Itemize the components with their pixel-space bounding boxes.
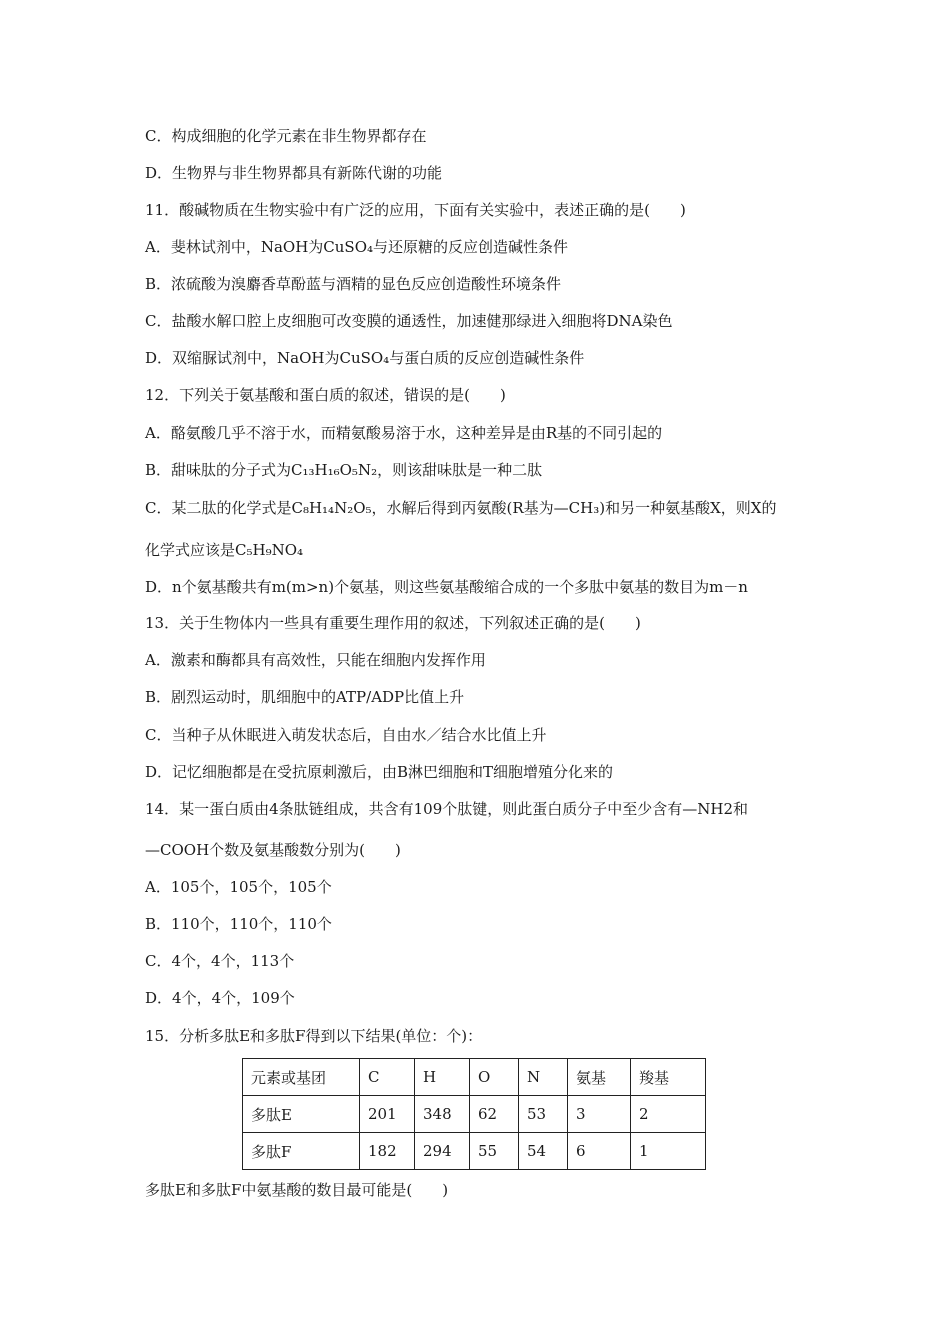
- question-14-stem-line2: —COOH个数及氨基酸数分别为( ): [145, 841, 401, 859]
- question-13-stem: 13．关于生物体内一些具有重要生理作用的叙述，下列叙述正确的是( ): [145, 614, 641, 632]
- table-header-cell: 元素或基团: [243, 1059, 360, 1096]
- question-13-option-c: C．当种子从休眠进入萌发状态后，自由水／结合水比值上升: [145, 726, 547, 744]
- table-cell: 6: [568, 1133, 631, 1170]
- question-12-option-b: B．甜味肽的分子式为C₁₃H₁₆O₅N₂，则该甜味肽是一种二肽: [145, 461, 543, 479]
- question-11-option-a: A．斐林试剂中，NaOH为CuSO₄与还原糖的反应创造碱性条件: [145, 238, 569, 256]
- table-cell: 201: [360, 1096, 415, 1133]
- question-14-option-a: A．105个，105个，105个: [145, 878, 332, 896]
- peptide-composition-table: [242, 1058, 706, 1170]
- question-12-option-a: A．酪氨酸几乎不溶于水，而精氨酸易溶于水，这种差异是由R基的不同引起的: [145, 424, 663, 442]
- table-header-cell: 氨基: [568, 1059, 631, 1096]
- table-cell: 54: [519, 1133, 568, 1170]
- question-12-stem: 12．下列关于氨基酸和蛋白质的叙述，错误的是( ): [145, 386, 506, 404]
- table-cell: 1: [631, 1133, 706, 1170]
- table-row: [243, 1096, 706, 1133]
- question-11-stem: 11．酸碱物质在生物实验中有广泛的应用，下面有关实验中，表述正确的是( ): [145, 201, 686, 219]
- question-10-option-c: C．构成细胞的化学元素在非生物界都存在: [145, 127, 427, 145]
- question-11-option-c: C．盐酸水解口腔上皮细胞可改变膜的通透性，加速健那绿进入细胞将DNA染色: [145, 312, 673, 330]
- question-14-option-d: D．4个，4个，109个: [145, 989, 295, 1007]
- table-cell: 55: [470, 1133, 519, 1170]
- table-header-cell: 羧基: [631, 1059, 706, 1096]
- table-header-cell: O: [470, 1059, 519, 1096]
- question-13-option-d: D．记忆细胞都是在受抗原刺激后，由B淋巴细胞和T细胞增殖分化来的: [145, 763, 614, 781]
- question-12-option-d: D．n个氨基酸共有m(m>n)个氨基，则这些氨基酸缩合成的一个多肽中氨基的数目为m－n: [145, 578, 748, 596]
- table-cell: 62: [470, 1096, 519, 1133]
- question-14-stem-line1: 14．某一蛋白质由4条肽链组成，共含有109个肽键，则此蛋白质分子中至少含有—NH2和: [145, 800, 749, 818]
- question-14-option-c: C．4个，4个，113个: [145, 952, 295, 970]
- table-cell: 3: [568, 1096, 631, 1133]
- table-cell: 多肽E: [243, 1096, 360, 1133]
- question-11-option-d: D．双缩脲试剂中，NaOH为CuSO₄与蛋白质的反应创造碱性条件: [145, 349, 585, 367]
- table-cell: 294: [415, 1133, 470, 1170]
- question-12-option-c-line2: 化学式应该是C₅H₉NO₄: [145, 541, 304, 559]
- table-header-row: [243, 1059, 706, 1096]
- table-header-cell: N: [519, 1059, 568, 1096]
- question-12-option-c-line1: C．某二肽的化学式是C₈H₁₄N₂O₅，水解后得到丙氨酸(R基为—CH₃)和另一种氨基酸X，则X的: [145, 499, 777, 517]
- question-10-option-d: D．生物界与非生物界都具有新陈代谢的功能: [145, 164, 443, 182]
- table-cell: 多肽F: [243, 1133, 360, 1170]
- table-header-cell: H: [415, 1059, 470, 1096]
- table-header-cell: C: [360, 1059, 415, 1096]
- question-14-option-b: B．110个，110个，110个: [145, 915, 332, 933]
- table-cell: 182: [360, 1133, 415, 1170]
- question-15-stem: 15．分析多肽E和多肽F得到以下结果(单位：个)：: [145, 1027, 483, 1045]
- table-cell: 348: [415, 1096, 470, 1133]
- question-13-option-a: A．激素和酶都具有高效性，只能在细胞内发挥作用: [145, 651, 486, 669]
- table-cell: 2: [631, 1096, 706, 1133]
- question-11-option-b: B．浓硫酸为溴麝香草酚蓝与酒精的显色反应创造酸性环境条件: [145, 275, 562, 293]
- table-row: [243, 1133, 706, 1170]
- question-13-option-b: B．剧烈运动时，肌细胞中的ATP/ADP比值上升: [145, 688, 465, 706]
- question-15-prompt: 多肽E和多肽F中氨基酸的数目最可能是( ): [145, 1181, 449, 1199]
- table-cell: 53: [519, 1096, 568, 1133]
